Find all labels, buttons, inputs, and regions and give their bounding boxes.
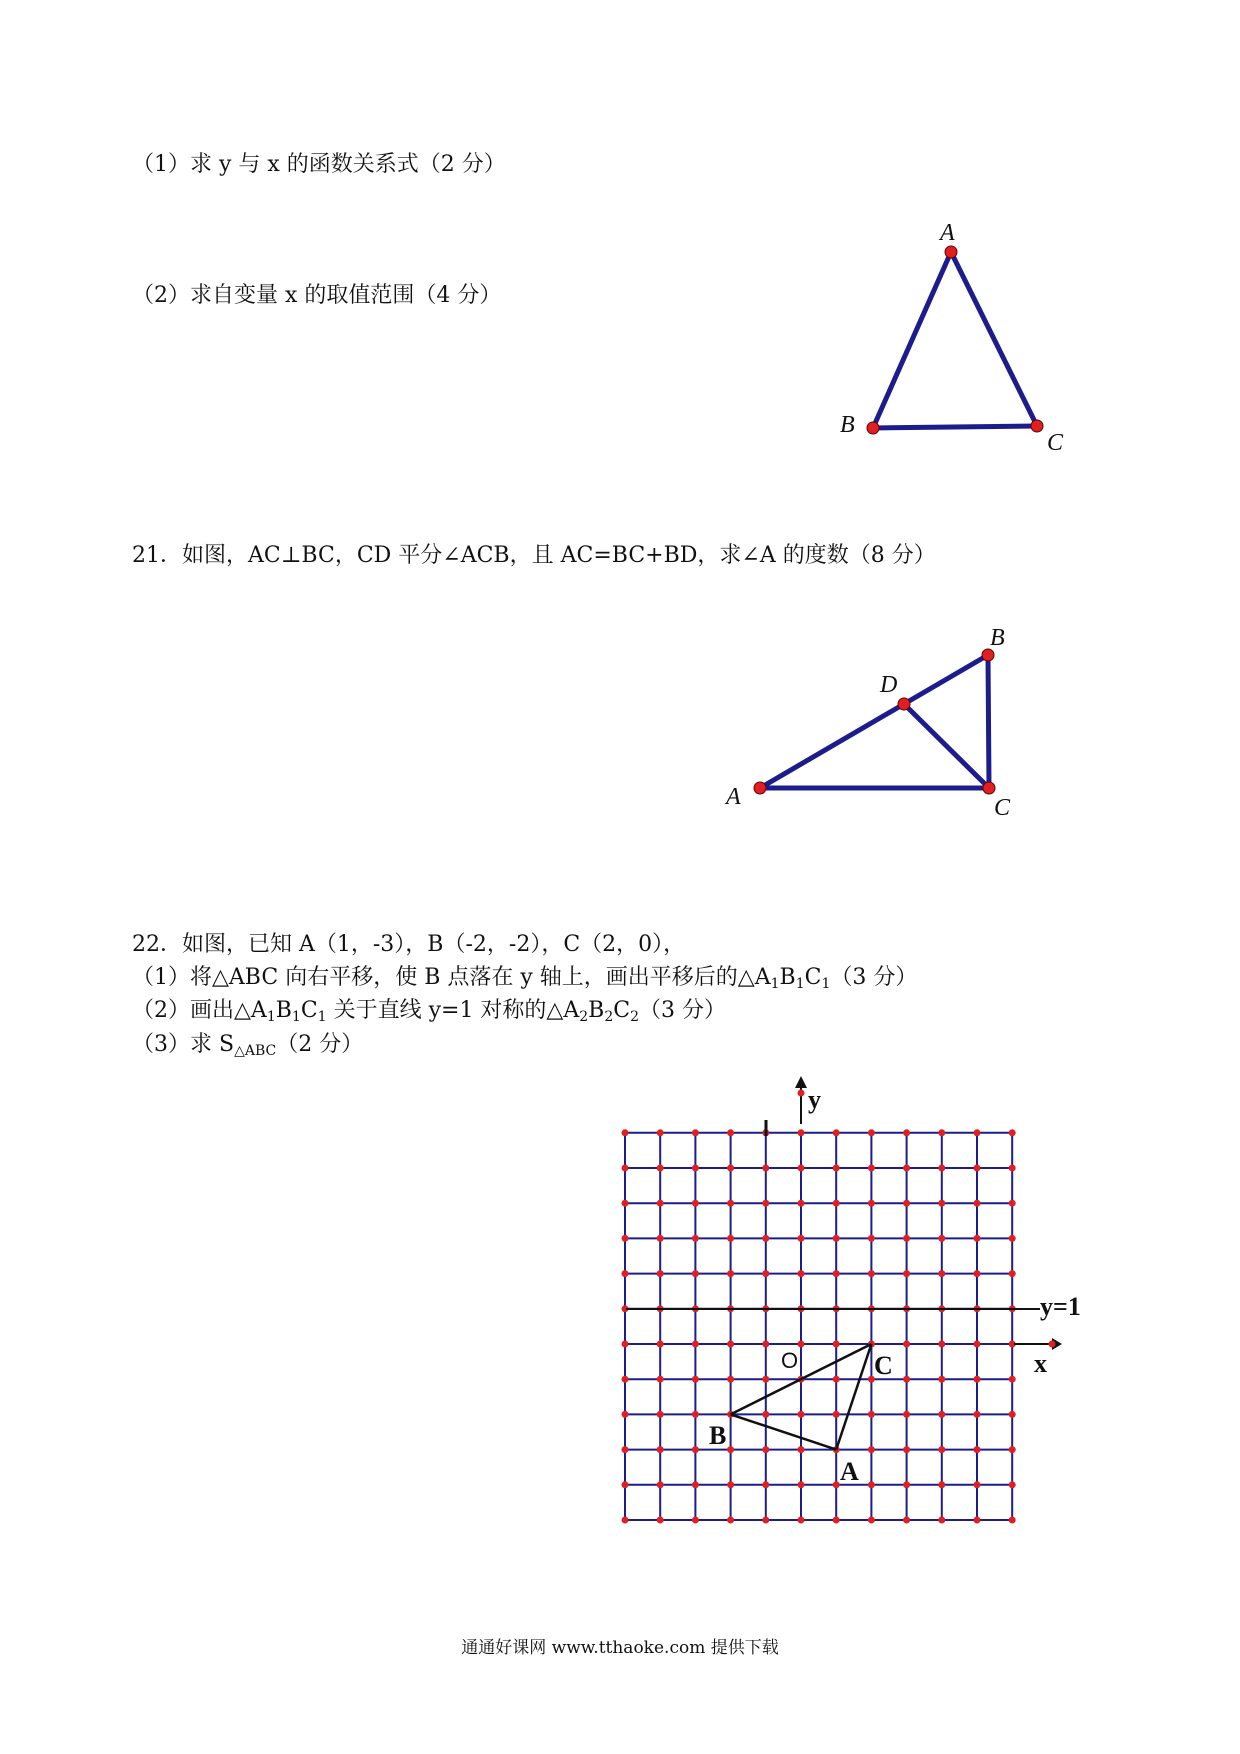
grid-dot: [903, 1517, 910, 1524]
grid-dot: [692, 1200, 699, 1207]
label-d: D: [880, 672, 898, 698]
grid-dot: [657, 1411, 664, 1418]
grid-dot: [903, 1270, 910, 1277]
grid-dot: [833, 1411, 840, 1418]
part2-text-f: C: [613, 998, 631, 1023]
grid-dot: [868, 1446, 875, 1453]
grid-dot: [903, 1235, 910, 1242]
grid-dot: [1009, 1517, 1016, 1524]
grid-dot: [622, 1235, 629, 1242]
x-axis-label: x: [1034, 1349, 1047, 1378]
grid-dot: [727, 1165, 734, 1172]
grid-dot: [762, 1200, 769, 1207]
part3-text-b: （2 分）: [276, 1032, 364, 1057]
footer: 通通好课网 www.tthaoke.com 提供下载: [461, 1638, 779, 1658]
grid-dot: [622, 1341, 629, 1348]
grid-dot: [657, 1129, 664, 1136]
grid-dot: [762, 1235, 769, 1242]
grid-dot: [727, 1200, 734, 1207]
grid-dot: [833, 1481, 840, 1488]
grid-dot: [657, 1341, 664, 1348]
part3-text-a: （3）求 S: [132, 1032, 235, 1057]
part1-sub-3: 1: [821, 976, 831, 992]
grid-dot: [1009, 1129, 1016, 1136]
part2-text-e: B: [588, 998, 605, 1023]
grid-dot: [1009, 1376, 1016, 1383]
part2-text-a: （2）画出△A: [132, 998, 267, 1023]
grid-dot: [868, 1200, 875, 1207]
grid-dot: [692, 1376, 699, 1383]
grid-dot: [938, 1481, 945, 1488]
grid-dot: [692, 1235, 699, 1242]
part2-text-g: （3 分）: [639, 998, 727, 1023]
grid-dot: [974, 1517, 981, 1524]
grid-dot: [762, 1270, 769, 1277]
grid-dot: [657, 1200, 664, 1207]
grid-dot: [833, 1517, 840, 1524]
grid-dot: [1009, 1270, 1016, 1277]
grid-dot: [868, 1165, 875, 1172]
origin-label: O: [781, 1348, 799, 1373]
part1-sub-1: 1: [770, 976, 780, 992]
grid-dot: [1009, 1165, 1016, 1172]
label-a: A: [840, 1457, 859, 1486]
grid-dot: [1009, 1411, 1016, 1418]
q22-intro: 22．如图，已知 A（1，-3），B（-2，-2），C（2，0），: [132, 932, 686, 957]
label-a: A: [726, 784, 741, 810]
label-b: B: [709, 1421, 727, 1450]
grid-dot: [692, 1446, 699, 1453]
grid-dot: [727, 1341, 734, 1348]
grid-dot: [727, 1481, 734, 1488]
grid-dot: [974, 1129, 981, 1136]
grid-dot: [903, 1446, 910, 1453]
grid-dot: [762, 1481, 769, 1488]
part2-sub-4: 2: [579, 1009, 589, 1025]
grid-dot: [622, 1481, 629, 1488]
grid-dot: [622, 1200, 629, 1207]
part2-text-c: C: [300, 998, 318, 1023]
grid-dot: [727, 1376, 734, 1383]
y-axis-arrow-icon: [795, 1076, 807, 1088]
grid-dot: [833, 1341, 840, 1348]
line-label: y=1: [1040, 1292, 1081, 1321]
grid-dot: [974, 1481, 981, 1488]
grid-dot: [692, 1165, 699, 1172]
axes: [626, 1076, 1062, 1350]
part2-sub-5: 2: [604, 1009, 614, 1025]
part3-sub: △ABC: [234, 1043, 277, 1059]
grid-dot: [1009, 1200, 1016, 1207]
grid-dot: [974, 1270, 981, 1277]
label-c: C: [994, 795, 1011, 821]
grid-dot: [657, 1376, 664, 1383]
grid-dot: [727, 1446, 734, 1453]
part2-text-b: B: [275, 998, 292, 1023]
grid-dot: [657, 1165, 664, 1172]
label-b: B: [990, 625, 1005, 651]
grid-dot: [903, 1411, 910, 1418]
grid-dot: [798, 1481, 805, 1488]
grid-dot: [622, 1517, 629, 1524]
grid-dot: [622, 1270, 629, 1277]
grid-dot: [974, 1411, 981, 1418]
y-axis-label: y: [808, 1085, 821, 1114]
grid-lines: [625, 1133, 1012, 1520]
grid-dot: [622, 1129, 629, 1136]
grid-dot: [1009, 1481, 1016, 1488]
y-axis-end-dot: [798, 1090, 805, 1097]
grid-dot: [833, 1129, 840, 1136]
grid-dot: [798, 1517, 805, 1524]
grid-dot: [622, 1411, 629, 1418]
grid-dot: [974, 1341, 981, 1348]
grid-dot: [938, 1411, 945, 1418]
grid-dots: [622, 1129, 1016, 1523]
grid-dot: [798, 1165, 805, 1172]
part1-text-b: B: [779, 965, 796, 990]
grid-dot: [868, 1270, 875, 1277]
grid-dot: [903, 1481, 910, 1488]
grid-dot: [798, 1129, 805, 1136]
grid-dot: [657, 1270, 664, 1277]
grid-dot: [938, 1517, 945, 1524]
q20-part2: （2）求自变量 x 的取值范围（4 分）: [132, 283, 502, 308]
grid-dot: [974, 1165, 981, 1172]
grid-dot: [868, 1411, 875, 1418]
grid-dot: [868, 1235, 875, 1242]
grid-dot: [762, 1376, 769, 1383]
grid-dot: [727, 1517, 734, 1524]
grid-dot: [798, 1446, 805, 1453]
part1-text-d: （3 分）: [830, 965, 918, 990]
grid-dot: [833, 1270, 840, 1277]
grid-dot: [762, 1341, 769, 1348]
grid-dot: [903, 1341, 910, 1348]
grid-dot: [833, 1376, 840, 1383]
grid-dot: [798, 1341, 805, 1348]
grid-dot: [974, 1376, 981, 1383]
part2-sub-3: 1: [317, 1009, 327, 1025]
label-a: A: [940, 220, 955, 246]
grid-dot: [798, 1235, 805, 1242]
grid-dot: [903, 1129, 910, 1136]
grid-dot: [938, 1129, 945, 1136]
grid-dot: [938, 1200, 945, 1207]
grid-dot: [692, 1517, 699, 1524]
grid-dot: [1009, 1235, 1016, 1242]
grid-dot: [868, 1129, 875, 1136]
grid-dot: [938, 1235, 945, 1242]
part2-text-d: 关于直线 y=1 对称的△A: [326, 998, 580, 1023]
grid-dot: [798, 1270, 805, 1277]
grid-dot: [903, 1165, 910, 1172]
part1-text-a: （1）将△ABC 向右平移，使 B 点落在 y 轴上，画出平移后的△A: [132, 965, 771, 990]
grid-dot: [938, 1376, 945, 1383]
grid-dot: [692, 1270, 699, 1277]
grid-dot: [938, 1165, 945, 1172]
grid-dot: [974, 1200, 981, 1207]
grid-dot: [657, 1235, 664, 1242]
grid-dot: [938, 1270, 945, 1277]
grid-dot: [938, 1341, 945, 1348]
grid-dot: [762, 1517, 769, 1524]
edge-ab: [731, 1414, 837, 1449]
grid-dot: [868, 1517, 875, 1524]
grid-dot: [868, 1481, 875, 1488]
grid-dot: [903, 1376, 910, 1383]
label-c: C: [874, 1351, 893, 1380]
label-c: C: [1047, 430, 1064, 456]
label-b: B: [840, 412, 855, 438]
grid-dot: [657, 1517, 664, 1524]
grid-dot: [798, 1200, 805, 1207]
q21-text: 21．如图，AC⊥BC，CD 平分∠ACB，且 AC=BC+BD，求∠A 的度数（8 分）: [132, 543, 936, 568]
grid-dot: [938, 1446, 945, 1453]
x-axis-end-dot: [1049, 1341, 1056, 1348]
part2-sub-1: 1: [266, 1009, 276, 1025]
grid-dot: [974, 1446, 981, 1453]
grid-dot: [622, 1376, 629, 1383]
grid-dot: [692, 1411, 699, 1418]
grid-dot: [762, 1165, 769, 1172]
grid-dot: [657, 1446, 664, 1453]
part1-text-c: C: [804, 965, 822, 990]
part1-sub-2: 1: [795, 976, 805, 992]
grid-dot: [727, 1270, 734, 1277]
grid-dot: [833, 1235, 840, 1242]
part2-sub-2: 1: [291, 1009, 301, 1025]
grid-dot: [622, 1165, 629, 1172]
grid-dot: [798, 1411, 805, 1418]
grid-dot: [692, 1341, 699, 1348]
part2-sub-6: 2: [630, 1009, 640, 1025]
grid-dot: [727, 1129, 734, 1136]
grid-dot: [692, 1129, 699, 1136]
grid-dot: [903, 1200, 910, 1207]
grid-dot: [622, 1446, 629, 1453]
grid-dot: [762, 1411, 769, 1418]
grid-dot: [1009, 1446, 1016, 1453]
grid-dot: [657, 1481, 664, 1488]
grid-dot: [833, 1200, 840, 1207]
grid-dot: [762, 1446, 769, 1453]
grid-dot: [974, 1235, 981, 1242]
grid-dot: [833, 1165, 840, 1172]
grid-dot: [727, 1235, 734, 1242]
grid-dot: [692, 1481, 699, 1488]
q20-part1: （1）求 y 与 x 的函数关系式（2 分）: [132, 152, 506, 177]
